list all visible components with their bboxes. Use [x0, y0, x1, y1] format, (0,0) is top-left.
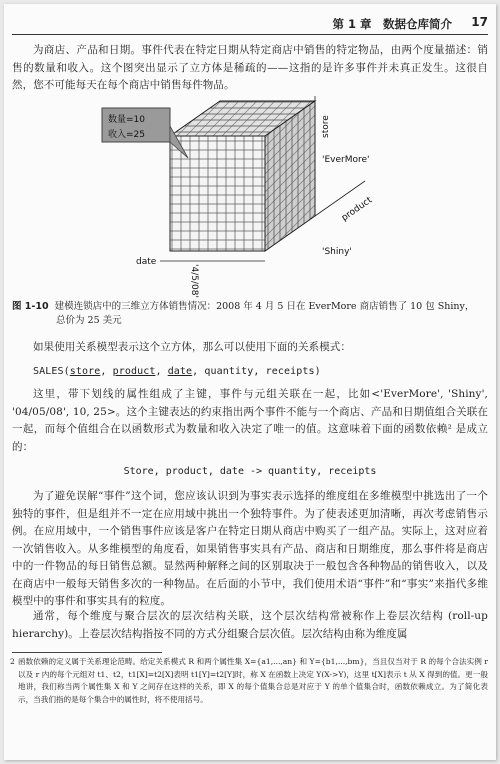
paragraph-4: 为了避免误解“事件”这个词，您应该认识到为事实表示选择的维度组在多维模型中挑选出了一个独特的事件，但是组并不一定在应用域中挑出一个独特事件。为了使表述更加清晰，再次考虑销售示例。在应用域中，一个销售事件应该是客户在特定日期从商店中购买了一组产品。实际上，这对应着一次销售收入。从多维模型的角度看，如果销售事实具有产品、商店和日期维度，那么事件将是商店中的一件物品的每日销售总额。显然两种解释之间的区别取决于一般包含各种物品的销售收入，以及在商店中一般每天销售多次的一种物品。在后面的小节中，我们使用术语“事件”和“事实”来指代多维模型中的事件和事实具有的粒度。 — [12, 490, 488, 607]
paragraph-3: 这里，带下划线的属性组成了主键，事件与元组关联在一起，比如<'EverMore', 'Shiny', '04/05/08', 10, 25>。这个主键表达的约束指出两个事件不能与一个商店、产品和日期值组合关联在一起，而每个值组合在以函数形式为数量和收入决定了唯一的值。这意味着下面的函数依赖² 是成立的： — [12, 388, 488, 453]
caption-line-1: 建模连锁店中的三维立方体销售情况：2008 年 4 月 5 日在 EverMore 商店销售了 10 包 Shiny， — [54, 301, 475, 312]
chapter-title: 第 1 章 数据仓库简介 — [332, 17, 452, 31]
figure-number: 图 1-10 — [12, 301, 49, 312]
book-page — [4, 4, 496, 760]
figure-caption — [12, 300, 488, 328]
footnote — [10, 656, 488, 706]
axis-store-label: store — [321, 115, 331, 138]
primary-key-date: date — [167, 366, 193, 377]
label-shiny: 'Shiny' — [322, 247, 352, 257]
callout-quantity: 数量=10 — [108, 115, 145, 125]
label-date-value: '4/5/08' — [189, 264, 199, 298]
functional-dependency: Store, product, date -> quantity, receipts — [123, 466, 377, 477]
paragraph-1: 为商店、产品和日期。事件代表在特定日期从特定商店中销售的特定物品，由两个度量描述：销售的数量和收入。这个图突出显示了立方体是稀疏的——这指的是许多事件并未真正发生。这很自然，您不可能每天在每个商店中销售每件物品。 — [12, 44, 488, 91]
primary-key-product: product — [112, 366, 156, 377]
relation-schema: SALES(store, product, date, quantity, receipts) — [33, 366, 321, 377]
footnote-rule — [12, 652, 162, 653]
footnote-mark: 2 — [10, 657, 15, 666]
callout-receipts: 收入=25 — [108, 130, 145, 140]
page-header — [12, 14, 488, 35]
label-evermore: 'EverMore' — [322, 155, 370, 165]
axis-date-label: date — [136, 257, 157, 267]
primary-key-store: store — [69, 366, 101, 377]
paragraph-5: 通常，每个维度与聚合层次的层次结构关联，这个层次结构常被称作上卷层次结构 (roll-up hierarchy)。上卷层次结构指按不同的方式分组聚合层次值。层次结构由称为维度属 — [12, 610, 488, 640]
caption-line-2: 总价为 25 美元 — [56, 315, 122, 326]
footnote-text: 函数依赖的定义属于关系理论范畴。给定关系模式 R 和两个属性集 X={a1,...,an} 和 Y={b1,...,bm}，当且仅当对于 R 的每个合法实例 r 以及 r 内的每个元组对 t1、t2，t1[X]=t2[X]表明 t1[Y]=t2[Y]时，称 X 在函数上决定 Y(X->Y)，这里 t[X]表示 t 从 X 得到的值。更一般地讲，我们称当两个属性集 X 和 Y 之间存在这样的关系，即 X 的每个值集合总是对应于 Y 的单个值集合时，函数依赖成立。为了简化表示，当我们指的是每个集合中的属性时，将不使用括号。 — [18, 657, 488, 704]
cube-figure — [100, 96, 420, 316]
page-number: 17 — [471, 15, 488, 29]
axis-product-label: product — [339, 195, 375, 224]
paragraph-2: 如果使用关系模型表示这个立方体，那么可以使用下面的关系模式： — [33, 341, 351, 353]
